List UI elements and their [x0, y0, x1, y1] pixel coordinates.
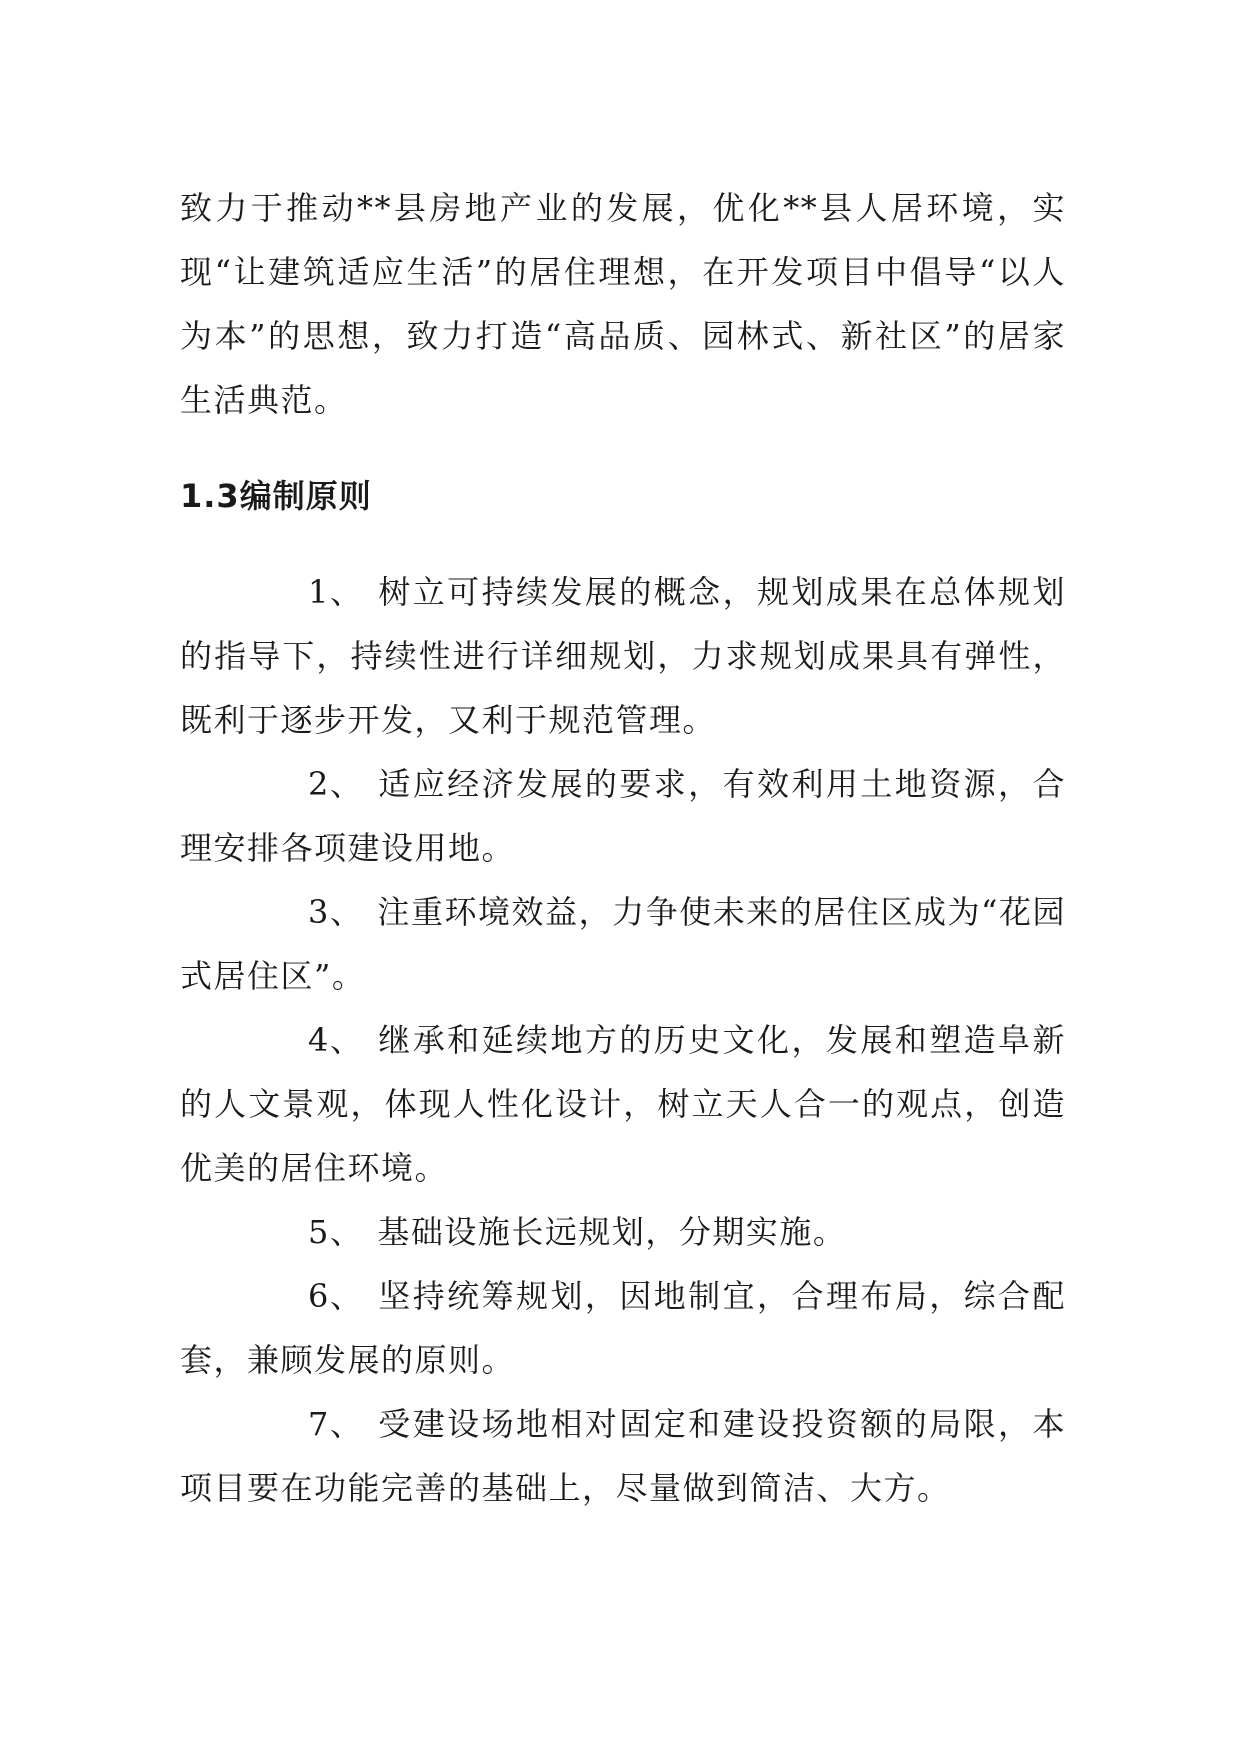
- principle-item-2: [180, 752, 1066, 880]
- section-heading: 1.3编制原则: [180, 477, 372, 515]
- principle-number: 6、: [308, 1277, 364, 1315]
- principle-number: 2、: [308, 765, 364, 803]
- principle-item-7: [180, 1392, 1066, 1520]
- principle-item-4: [180, 1008, 1066, 1200]
- principle-number: 1、: [308, 573, 364, 611]
- principle-text: 受建设场地相对固定和建设投资额的局限，本项目要在功能完善的基础上，尽量做到简洁、大方。: [180, 1405, 1066, 1507]
- principle-text: 注重环境效益，力争使未来的居住区成为“花园式居住区”。: [180, 893, 1066, 995]
- principle-text: 适应经济发展的要求，有效利用土地资源，合理安排各项建设用地。: [180, 765, 1066, 867]
- principle-number: 3、: [308, 893, 364, 931]
- principle-item-6: [180, 1264, 1066, 1392]
- principle-text: 坚持统筹规划，因地制宜，合理布局，综合配套，兼顾发展的原则。: [180, 1277, 1066, 1379]
- principle-text: 树立可持续发展的概念，规划成果在总体规划的指导下，持续性进行详细规划，力求规划成果具有弹性，既利于逐步开发，又利于规范管理。: [180, 573, 1066, 739]
- principle-number: 4、: [308, 1021, 364, 1059]
- principle-item-3: [180, 880, 1066, 1008]
- principle-number: 7、: [308, 1405, 364, 1443]
- principle-item-5: [180, 1200, 1066, 1264]
- principle-text: 基础设施长远规划，分期实施。: [377, 1213, 847, 1251]
- document-body: [180, 176, 1066, 1520]
- principle-number: 5、: [308, 1213, 364, 1251]
- intro-paragraph: 致力于推动**县房地产业的发展，优化**县人居环境，实现“让建筑适应生活”的居住理想，在开发项目中倡导“以人为本”的思想，致力打造“高品质、园林式、新社区”的居家生活典范。: [180, 189, 1066, 419]
- principle-text: 继承和延续地方的历史文化，发展和塑造阜新的人文景观，体现人性化设计，树立天人合一的观点，创造优美的居住环境。: [180, 1021, 1066, 1187]
- principle-item-1: [180, 560, 1066, 752]
